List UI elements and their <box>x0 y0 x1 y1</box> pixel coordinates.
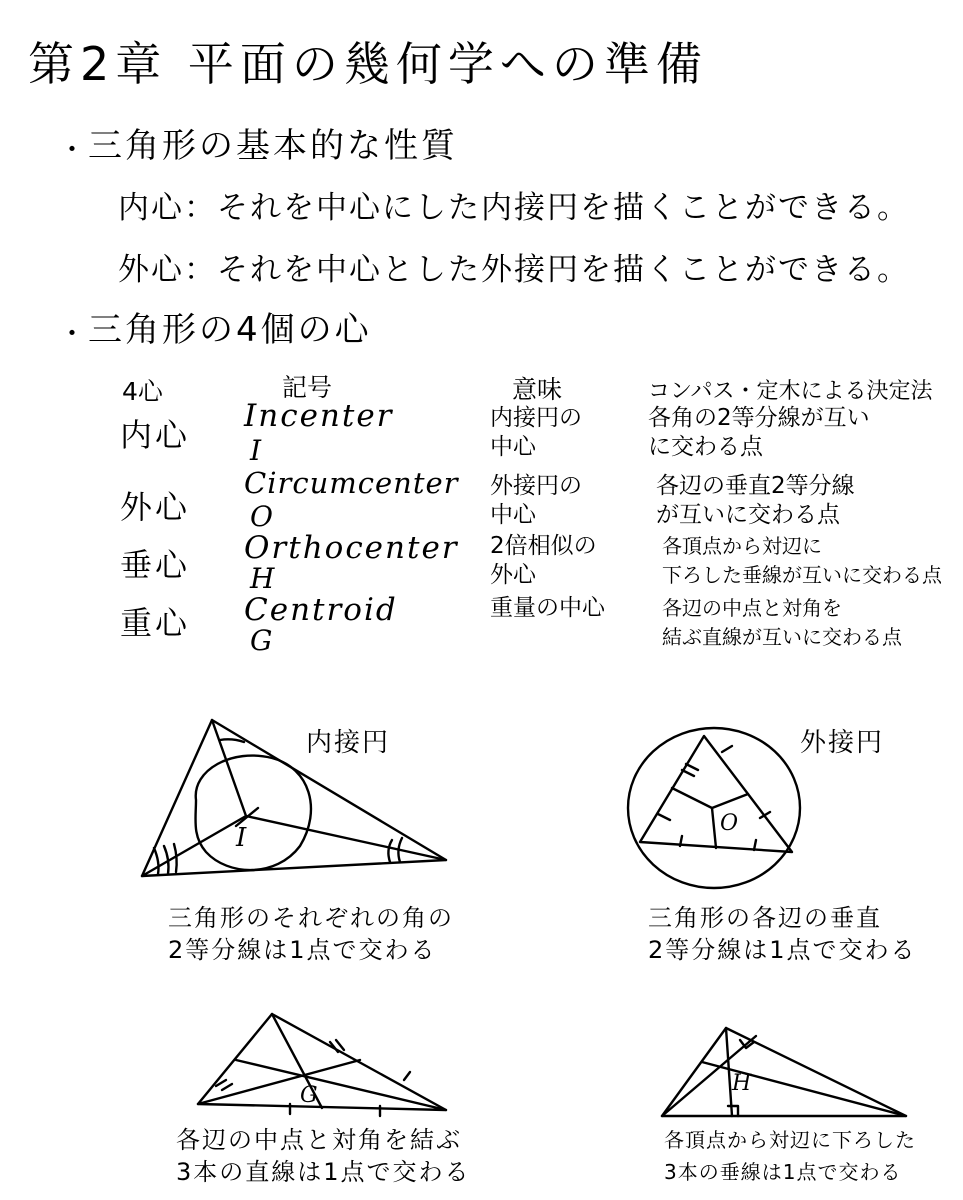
circumcircle-label: 外接円 <box>800 728 885 758</box>
circumcenter-method-line2: が互いに交わる点 <box>656 502 840 528</box>
incircle-figure <box>142 720 446 876</box>
section2-heading: 三角形の4個の心 <box>88 310 372 350</box>
incircle-angle-mark-right-1 <box>388 840 392 862</box>
table-header-meaning: 意味 <box>512 375 563 404</box>
incircle-bisector-1 <box>212 720 246 816</box>
table-row-circumcenter-english: Circumcenter <box>244 466 459 500</box>
circumcenter-definition: 外心：それを中心とした外接円を描くことができる。 <box>118 252 910 288</box>
centroid-tick-2 <box>222 1084 232 1090</box>
table-row-circumcenter-name: 外心 <box>120 488 191 526</box>
incircle-caption-line2: 2等分線は1点で交わる <box>168 936 437 964</box>
circumcircle-caption <box>648 902 917 966</box>
circumcircle-triangle <box>640 736 792 852</box>
table-row-circumcenter-symbol: O <box>250 500 273 533</box>
incenter-meaning-line2: 中心 <box>490 434 536 460</box>
circumcircle-tick-1 <box>682 770 694 776</box>
incircle-bisector-3 <box>246 816 446 860</box>
orthocenter-caption-line2: 3本の垂線は1点で交わる <box>664 1160 902 1184</box>
circumcircle-tick-3 <box>658 814 670 820</box>
incircle-angle-mark-top <box>220 739 244 742</box>
table-row-centroid-symbol: G <box>250 624 273 657</box>
incenter-method-line1: 各角の2等分線が互い <box>648 405 870 431</box>
incircle-angle-mark-left-2 <box>164 846 169 874</box>
incenter-meaning-line1: 内接円の <box>490 405 582 431</box>
centroid-caption-line1: 各辺の中点と対角を結ぶ <box>176 1126 462 1154</box>
table-row-centroid-name: 重心 <box>120 604 191 642</box>
table-header-symbol: 記号 <box>282 373 333 402</box>
incircle-caption <box>168 902 454 966</box>
centroid-caption <box>176 1124 471 1188</box>
incenter-definition: 内心：それを中心にした内接円を描くことができる。 <box>118 190 910 226</box>
circumcircle-tick-2 <box>686 764 698 770</box>
circumcircle-perp-bisector-1 <box>672 788 712 808</box>
table-row-incenter-symbol: I <box>250 434 262 467</box>
section1-heading: 三角形の基本的な性質 <box>88 126 458 166</box>
incircle-caption-line1: 三角形のそれぞれの角の <box>168 904 454 932</box>
circumcircle-caption-line1: 三角形の各辺の垂直 <box>648 904 882 932</box>
page-title: 第2章 平面の幾何学への準備 <box>28 37 708 91</box>
incircle-angle-mark-left-1 <box>154 848 159 874</box>
circumcenter-meaning-line2: 中心 <box>490 502 536 528</box>
table-row-incenter-english: Incenter <box>244 398 394 434</box>
orthocenter-triangle <box>662 1028 906 1116</box>
circumcenter-method-line1: 各辺の垂直2等分線 <box>656 473 855 499</box>
circumcircle-tick-4 <box>722 746 732 752</box>
orthocenter-caption-line1: 各頂点から対辺に下ろした <box>664 1128 916 1152</box>
orthocenter-method-line2: 下ろした垂線が互いに交わる点 <box>662 563 942 587</box>
section1-bullet: ・ <box>58 133 87 166</box>
table-row-orthocenter-english: Orthocenter <box>244 530 459 566</box>
orthocenter-meaning-line1: 2倍相似の <box>490 533 597 559</box>
table-row-centroid-english: Centroid <box>244 592 398 628</box>
orthocenter-figure <box>662 1028 906 1116</box>
circumcircle-point-label: O <box>720 811 739 836</box>
section2-bullet: ・ <box>58 317 87 350</box>
table-header-method: コンパス・定木による決定法 <box>648 379 933 404</box>
table-row-orthocenter-symbol: H <box>250 562 275 595</box>
circumcircle-perp-bisector-3 <box>712 808 716 848</box>
centroid-method-line1: 各辺の中点と対角を <box>662 596 842 620</box>
orthocenter-point-label: H <box>732 1071 752 1096</box>
centroid-meaning-line1: 重量の中心 <box>490 595 605 621</box>
centroid-triangle <box>198 1014 446 1110</box>
incenter-method-line2: に交わる点 <box>648 434 763 460</box>
orthocenter-method-line1: 各頂点から対辺に <box>662 534 822 558</box>
centroid-point-label: G <box>300 1083 318 1108</box>
table-row-orthocenter-name: 垂心 <box>120 546 191 584</box>
incircle-point-label: I <box>236 823 247 853</box>
centroid-method-line2: 結ぶ直線が互いに交わる点 <box>662 625 902 649</box>
centroid-tick-5 <box>404 1072 410 1080</box>
circumcircle-perp-bisector-2 <box>712 794 748 808</box>
centroid-tick-4 <box>336 1040 344 1050</box>
incircle-label: 内接円 <box>306 728 391 758</box>
circumcircle-figure <box>628 728 800 888</box>
centroid-figure <box>198 1014 446 1116</box>
centroid-caption-line2: 3本の直線は1点で交わる <box>176 1158 471 1186</box>
table-header-center: 4心 <box>122 377 163 406</box>
table-row-incenter-name: 内心 <box>120 416 191 454</box>
orthocenter-meaning-line2: 外心 <box>490 562 536 588</box>
orthocenter-caption <box>664 1124 916 1188</box>
circumcircle-caption-line2: 2等分線は1点で交わる <box>648 936 917 964</box>
circumcenter-meaning-line1: 外接円の <box>490 473 582 499</box>
